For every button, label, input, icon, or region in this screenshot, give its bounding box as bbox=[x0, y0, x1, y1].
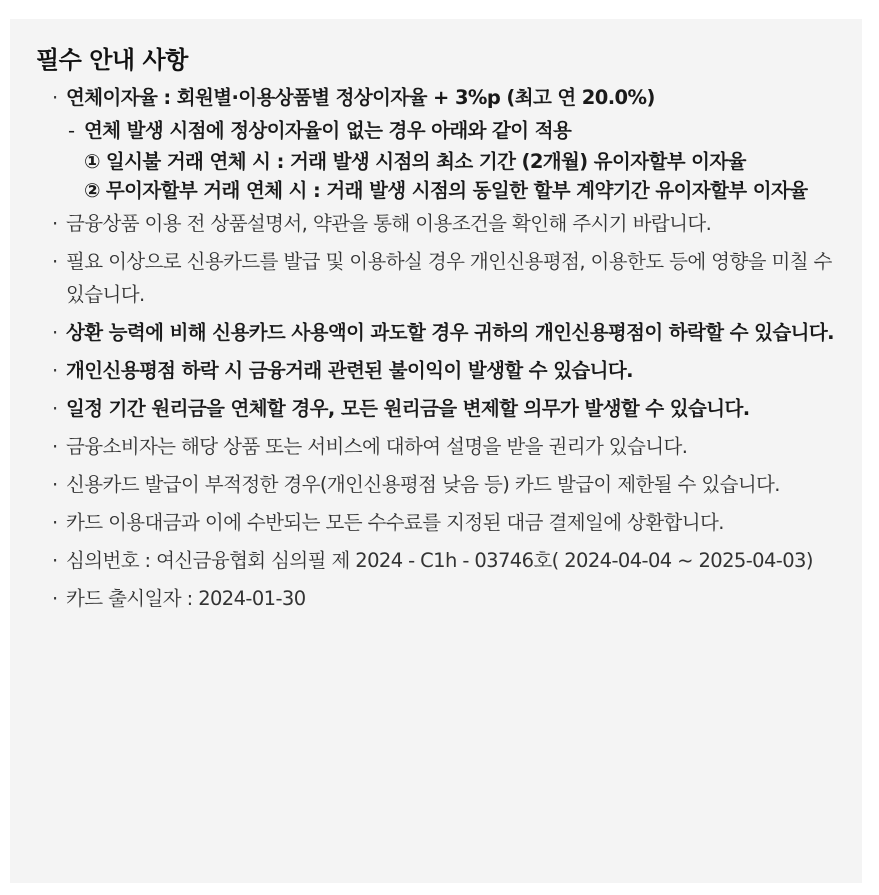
overdue-sub-item bbox=[66, 114, 840, 205]
overdue-rate-text: 연체이자율 : 회원별·이용상품별 정상이자율 + 3%p (최고 연 20.0%) bbox=[66, 86, 655, 109]
circled-number-1: ① bbox=[84, 150, 100, 173]
notice-item: · 카드 이용대금과 이에 수반되는 모든 수수료를 지정된 대금 결제일에 상환합니다. bbox=[36, 506, 840, 539]
overdue-circled-list bbox=[84, 147, 840, 205]
notice-item-review-number: · 심의번호 : 여신금융협회 심의필 제 2024 - C1h - 03746호( 2024-04-04 ~ 2025-04-03) bbox=[36, 544, 840, 577]
notice-item-overdue-rate bbox=[36, 81, 840, 205]
notice-title: 필수 안내 사항 bbox=[36, 46, 188, 74]
circled-item-lump-sum bbox=[84, 147, 840, 176]
circled-number-2: ② bbox=[84, 179, 100, 202]
notice-item: · 일정 기간 원리금을 연체할 경우, 모든 원리금을 변제할 의무가 발생할 수 있습니다. bbox=[36, 392, 840, 425]
notice-item: · 상환 능력에 비해 신용카드 사용액이 과도할 경우 귀하의 개인신용평점이 하락할 수 있습니다. bbox=[36, 316, 840, 349]
notice-item: · 금융소비자는 해당 상품 또는 서비스에 대하여 설명을 받을 권리가 있습니다. bbox=[36, 430, 840, 463]
circled-item-interest-free bbox=[84, 176, 840, 205]
circled-item-text: 무이자할부 거래 연체 시 : 거래 발생 시점의 동일한 할부 계약기간 유이자할부 이자율 bbox=[105, 179, 808, 202]
notice-list bbox=[36, 81, 840, 615]
notice-item: · 개인신용평점 하락 시 금융거래 관련된 불이익이 발생할 수 있습니다. bbox=[36, 354, 840, 387]
overdue-sub-text: 연체 발생 시점에 정상이자율이 없는 경우 아래와 같이 적용 bbox=[84, 119, 572, 142]
notice-item-release-date: · 카드 출시일자 : 2024-01-30 bbox=[36, 582, 840, 615]
required-notice-panel bbox=[10, 19, 862, 883]
overdue-sub-list bbox=[66, 114, 840, 205]
notice-item: · 필요 이상으로 신용카드를 발급 및 이용하실 경우 개인신용평점, 이용한도 등에 영향을 미칠 수 있습니다. bbox=[36, 245, 840, 311]
notice-item: · 금융상품 이용 전 상품설명서, 약관을 통해 이용조건을 확인해 주시기 바랍니다. bbox=[36, 207, 840, 240]
circled-item-text: 일시불 거래 연체 시 : 거래 발생 시점의 최소 기간 (2개월) 유이자할부 이자율 bbox=[105, 150, 746, 173]
notice-item: · 신용카드 발급이 부적정한 경우(개인신용평점 낮음 등) 카드 발급이 제한될 수 있습니다. bbox=[36, 468, 840, 501]
